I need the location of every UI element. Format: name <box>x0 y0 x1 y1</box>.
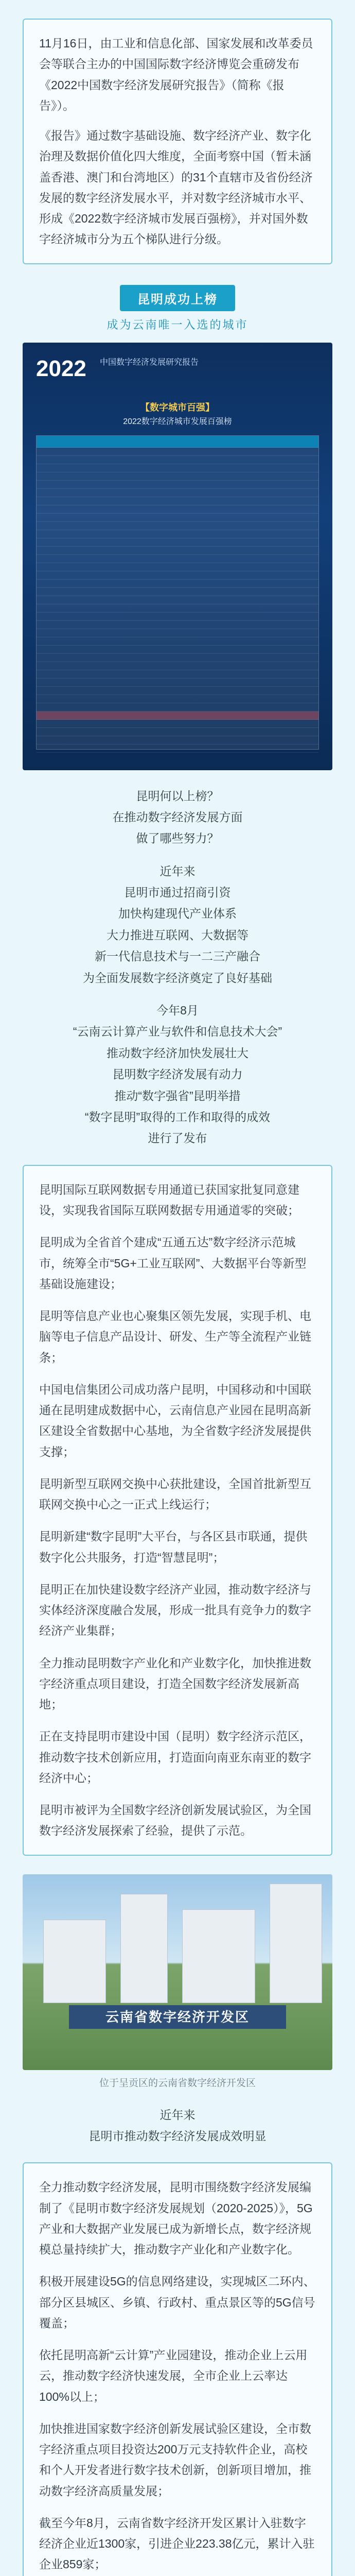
ranking-table-row <box>37 547 318 555</box>
ranking-table-row <box>37 604 318 613</box>
achievement-3: 昆明等信息产业也心聚集区领先发展，实现手机、电脑等电子信息产品设计、研发、生产等全流程产业链条； <box>39 1309 311 1364</box>
intro-paragraph-2: 《报告》通过数字基础设施、数字经济产业、数字化治理及数据价值化四大维度，全面考察中国（暂未涵盖香港、澳门和台湾地区）的31个直辖市及省份经济发展的数字经济发展水平，并对数字经济城市水平、形成《2022数字经济城市发展百强榜》，并对国外数字经济城市分为五个梯队进行分级。 <box>39 129 313 246</box>
ranking-table-row <box>37 522 318 530</box>
question-line: 在推动数字经济发展方面 <box>112 810 243 824</box>
building <box>43 1920 106 2003</box>
question-block <box>23 786 332 1149</box>
intro-card <box>23 19 332 264</box>
results-line: 昆明市推动数字经济发展成效明显 <box>88 2129 267 2143</box>
effort-line: 新一代信息技术与一二三产融合 <box>95 950 260 963</box>
effort-line: 大力推进互联网、大数据等 <box>106 928 248 942</box>
ranking-table-row <box>37 736 318 744</box>
result-3: 依托昆明高新“云计算”产业园建设，推动企业上云用云，推动数字经济快速发展，全市企业上云率达100%以上； <box>39 2348 308 2403</box>
ranking-table-row <box>37 654 318 662</box>
ranking-table-row <box>37 687 318 695</box>
ranking-table-row <box>37 505 318 514</box>
poster-chart-subtitle: 2022数字经济城市发展百强榜 <box>123 417 232 426</box>
intro-paragraph-1: 11月16日，由工业和信息化部、国家发展和改革委员会等联合主办的中国国际数字经济博览会重磅发布《2022中国数字经济发展研究报告》（简称《报告》）。 <box>39 37 313 112</box>
section-banner: 昆明成功上榜 <box>120 285 235 311</box>
section-title-listed <box>67 285 288 332</box>
achievement-8: 全力推动昆明数字产业化和产业数字化，加快推进数字经济重点项目建设，打造全国数字经济发展新高地； <box>39 1656 311 1711</box>
achievement-2: 昆明成为全省首个建成“五通五达”数字经济示范城市，统筹全市“5G+工业互联网”、大数据平台等新型基础设施建设； <box>39 1235 307 1291</box>
august-line: 昆明数字经济发展有动力 <box>112 1067 243 1081</box>
august-line: 今年8月 <box>156 1004 199 1018</box>
ranking-table-row <box>37 613 318 621</box>
ranking-table-row <box>37 679 318 687</box>
result-5: 截至今年8月，云南省数字经济开发区累计入驻数字经济企业近1300家，引进企业223.38亿元，累计入驻企业859家； <box>39 2516 315 2571</box>
ranking-table-row <box>37 580 318 588</box>
ranking-table-row <box>37 637 318 646</box>
achievement-10: 昆明市被评为全国数字经济创新发展试验区，为全国数字经济发展探索了经验，提供了示范。 <box>39 1803 311 1838</box>
result-2: 积极开展建设5G的信息网络建设，实现城区二环内、部分区县城区、乡镇、行政村、重点景区等的5G信号覆盖； <box>39 2275 315 2330</box>
ranking-table-row <box>37 448 318 456</box>
ranking-table-row <box>37 538 318 547</box>
achievement-5: 昆明新型互联网交换中心获批建设，全国首批新型互联网交换中心之一正式上线运行； <box>39 1477 311 1511</box>
august-line: 进行了发布 <box>148 1131 207 1145</box>
ranking-table-row <box>37 662 318 670</box>
photo-caption: 位于呈贡区的云南省数字经济开发区 <box>99 2077 256 2089</box>
ranking-table-row <box>37 670 318 679</box>
question-lines <box>23 786 332 850</box>
ranking-table-row <box>37 571 318 580</box>
results-card <box>23 2162 332 2576</box>
poster-year: 2022 <box>36 355 86 381</box>
building <box>270 1884 322 2003</box>
ranking-table-row <box>37 555 318 563</box>
august-line: “云南云计算产业与软件和信息技术大会” <box>73 1025 282 1039</box>
ranking-table-row <box>37 489 318 497</box>
ranking-table-row <box>37 563 318 571</box>
achievement-1: 昆明国际互联网数据专用通道已获国家批复同意建设，实现我省国际互联网数据专用通道零的突破； <box>39 1182 299 1217</box>
result-1: 全力推动数字经济发展，昆明市围绕数字经济发展编制了《昆明市数字经济发展规划（2020-2025）》，5G产业和大数据产业发展已成为新增长点，数字经济规模总量持续扩大，推动数字产业化和产业数字化。 <box>39 2180 313 2257</box>
question-line: 昆明何以上榜？ <box>136 789 219 803</box>
ranking-table-row <box>37 629 318 637</box>
ranking-table-row <box>37 436 318 448</box>
zone-sign: 云南省数字经济开发区 <box>69 2005 286 2029</box>
ranking-table-row <box>37 728 318 736</box>
ranking-table-row <box>37 514 318 522</box>
effort-line: 加快构建现代产业体系 <box>118 907 237 921</box>
ranking-table-row <box>37 695 318 703</box>
ranking-table-row <box>37 472 318 481</box>
question-line: 做了哪些努力？ <box>136 832 219 845</box>
section-subtitle: 成为云南唯一入选的城市 <box>106 318 248 331</box>
building <box>182 1909 255 2003</box>
ranking-table-row <box>37 481 318 489</box>
article-page <box>0 19 355 2576</box>
ranking-table-row <box>37 497 318 505</box>
results-intro <box>23 2105 332 2147</box>
achievement-4: 中国电信集团公司成功落户昆明，中国移动和中国联通在昆明建成数据中心，云南信息产业园在昆明高新区建设全省数据中心基地，为全省数字经济发展提供支撑； <box>39 1382 311 1459</box>
results-lines <box>23 2105 332 2147</box>
effort-line: 昆明市通过招商引资 <box>124 886 231 900</box>
august-line: “数字昆明”取得的工作和取得的成效 <box>84 1110 271 1124</box>
ranking-table-row <box>37 703 318 711</box>
august-line: 推动数字经济加快发展壮大 <box>106 1046 248 1060</box>
achievement-6: 昆明新建“数字昆明”大平台，与各区县市联通，提供数字化公共服务，打造“智慧昆明”； <box>39 1530 308 1564</box>
august-line: 推动“数字强省”昆明举措 <box>114 1089 241 1103</box>
results-line: 近年来 <box>159 2108 196 2122</box>
poster-title: 中国数字经济发展研究报告 <box>100 358 199 367</box>
ranking-table-row <box>37 621 318 629</box>
august-lines <box>23 1000 332 1149</box>
poster-chart-name: 【数字城市百强】 <box>140 402 215 413</box>
effort-line: 为全面发展数字经济奠定了良好基础 <box>83 971 272 985</box>
ranking-table-row <box>37 596 318 604</box>
ranking-table-row <box>37 588 318 596</box>
result-4: 加快推进国家数字经济创新发展试验区建设，全市数字经济重点项目投资达200万元支持软件企业，高校和个人开发者进行数字技术创新，创新项目增加，推动数字经济高质量发展； <box>39 2421 311 2498</box>
ranking-table-row <box>37 456 318 464</box>
effort-lines <box>23 861 332 989</box>
building <box>120 1894 168 2003</box>
development-zone-photo <box>23 1874 332 2070</box>
ranking-table-row <box>37 711 318 720</box>
achievements-card <box>23 1165 332 1856</box>
ranking-poster-image <box>23 343 332 770</box>
achievement-9: 正在支持昆明市建设中国（昆明）数字经济示范区，推动数字技术创新应用，打造面向南亚东南亚的数字经济中心； <box>39 1730 311 1785</box>
ranking-table <box>36 435 319 750</box>
effort-line: 近年来 <box>159 864 196 878</box>
ranking-table-row <box>37 646 318 654</box>
ranking-table-row <box>37 464 318 472</box>
achievement-7: 昆明正在加快建设数字经济产业园，推动数字经济与实体经济深度融合发展，形成一批具有竞争力的数字经济产业集群； <box>39 1582 311 1638</box>
ranking-table-row <box>37 744 318 753</box>
ranking-table-row <box>37 530 318 538</box>
ranking-table-row <box>37 720 318 728</box>
